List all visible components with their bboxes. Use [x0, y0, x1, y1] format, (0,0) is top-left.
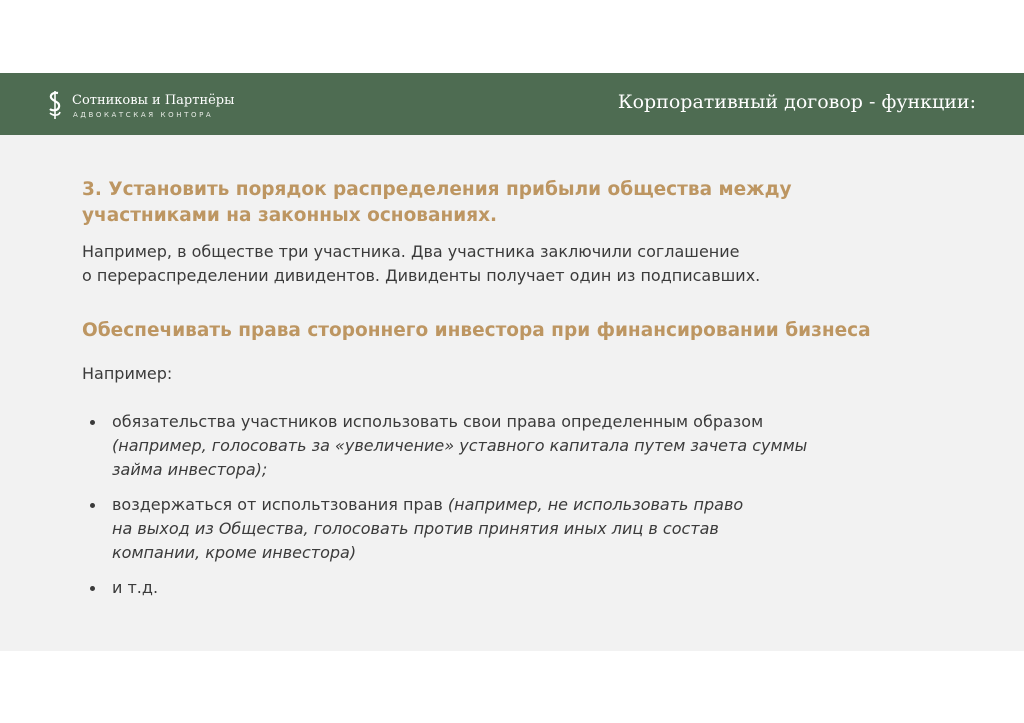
list-item-line: и т.д. — [112, 578, 159, 597]
bullet-icon — [90, 503, 95, 508]
paragraph-line: о перераспределении дивидентов. Дивиденты получает один из подписавших. — [82, 266, 761, 285]
list-item-line: компании, кроме инвестора) — [112, 543, 357, 562]
example-label — [82, 362, 172, 386]
heading-line: 3. Установить порядок распределения прибыли общества между — [82, 179, 792, 200]
heading-investor-rights — [82, 318, 871, 344]
heading-line: Обеспечивать права стороннего инвестора при финансировании бизнеса — [82, 320, 871, 341]
paragraph-line: Например, в обществе три участника. Два участника заключили соглашение — [82, 242, 740, 261]
bullet-icon — [90, 420, 95, 425]
list-item — [90, 410, 960, 482]
list-item-line: обязательства участников использовать свои права определенным образом — [112, 412, 764, 431]
paragraph-line: Например: — [82, 364, 173, 383]
bullet-icon — [90, 586, 95, 591]
brand-subtitle: АДВОКАТСКАЯ КОНТОРА — [73, 111, 214, 119]
slide-title: Корпоративный договор - функции: — [617, 91, 976, 113]
brand-name: Сотниковы и Партнёры — [72, 93, 235, 108]
list-item-text: (например, не использовать право — [447, 495, 744, 514]
slide-header — [0, 73, 1024, 135]
list-item-line: займа инвестора); — [112, 460, 268, 479]
list-item — [90, 493, 960, 565]
list-item — [90, 576, 960, 600]
brand-mark-icon — [44, 89, 66, 121]
list-item-line: на выход из Общества, голосовать против принятия иных лиц в состав — [112, 519, 719, 538]
bullet-list — [90, 410, 960, 611]
list-item-text: воздержаться от испольтзования прав — [112, 495, 448, 514]
list-item-line: (например, голосовать за «увеличение» уставного капитала путем зачета суммы — [112, 436, 808, 455]
list-item-line — [112, 493, 960, 517]
slide — [0, 73, 1024, 651]
heading-line: участниками на законных основаниях. — [82, 205, 498, 226]
heading-profit-distribution — [82, 177, 792, 229]
example-paragraph — [82, 240, 760, 288]
